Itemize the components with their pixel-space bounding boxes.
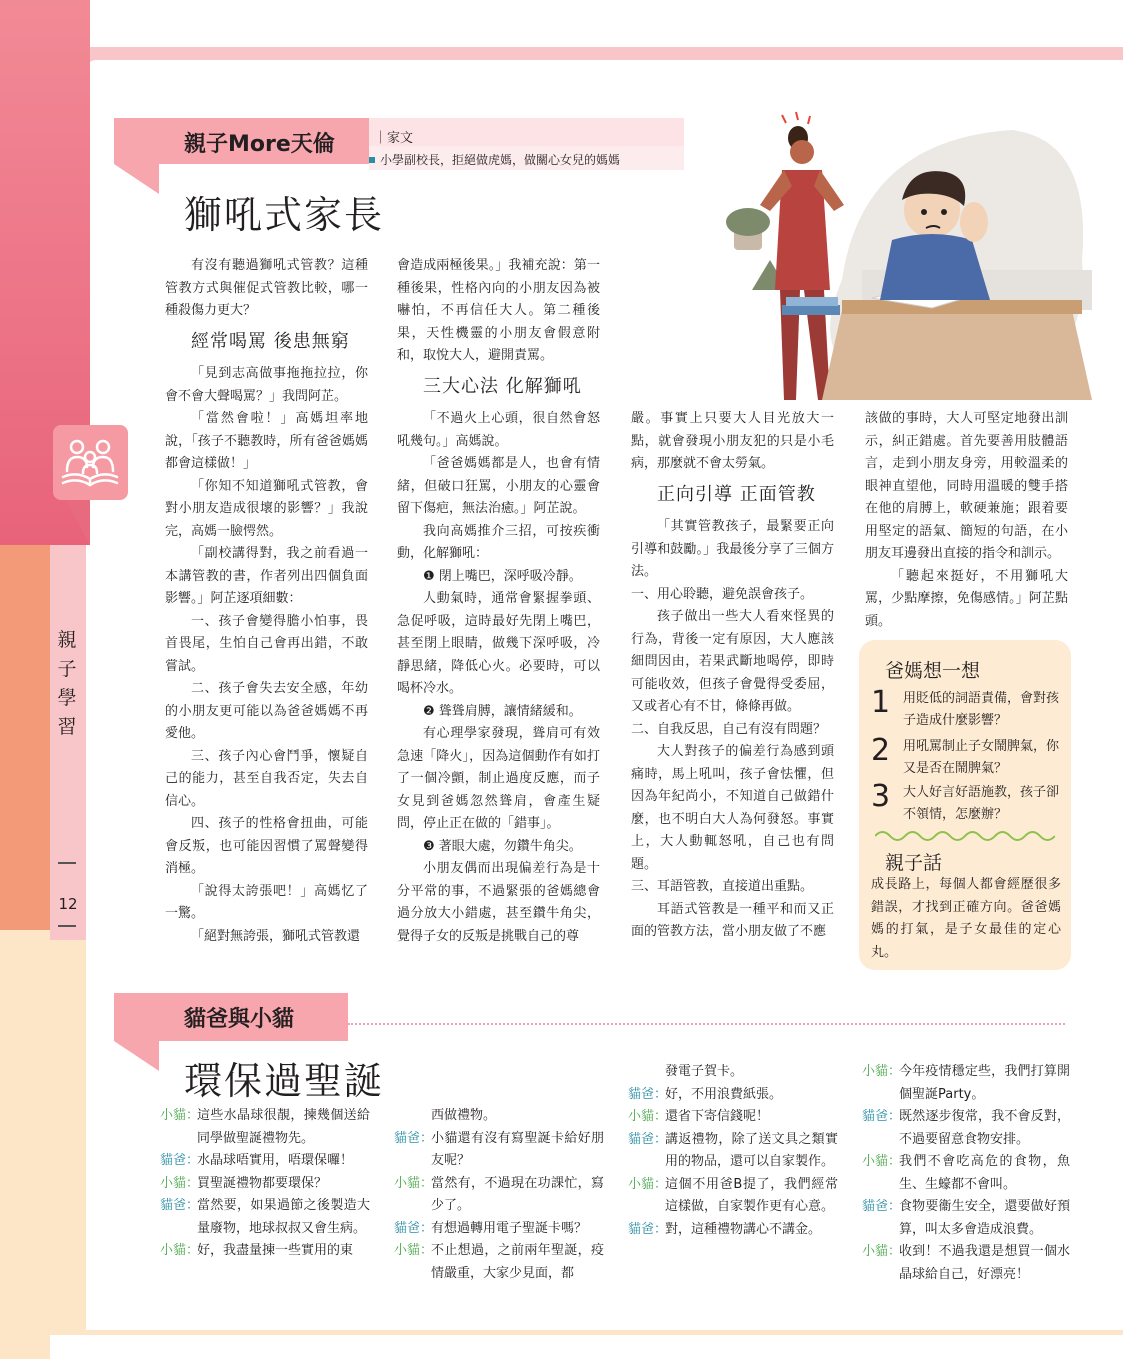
speaker-dad: 貓爸：	[862, 1199, 902, 1214]
dialogue-column-3	[628, 1061, 838, 1241]
sidebar-section-title	[57, 626, 77, 742]
paragraph: 一、孩子會變得膽小怕事，畏首畏尾，生怕自己會再出錯，不敢嘗試。	[165, 613, 368, 674]
dialogue-continuation: 西做禮物。	[431, 1108, 497, 1123]
speaker-kid: 小貓：	[862, 1154, 902, 1169]
think-item	[871, 779, 1061, 826]
sidebar-title-char: 學	[57, 687, 77, 709]
think-item	[871, 685, 1061, 732]
paragraph: 一、用心聆聽，避免誤會孩子。	[631, 586, 814, 602]
dialogue-text: 不止想過，之前兩年聖誕，疫情嚴重，大家少見面，都	[431, 1243, 604, 1281]
dialogue-text: 既然逐步復常，我不會反對，不過要留意食物安排。	[899, 1109, 1070, 1147]
dialogue-column-4	[862, 1061, 1070, 1286]
item-number: 2	[871, 733, 891, 768]
paragraph: 人動氣時，通常會緊握拳頭、急促呼吸，這時最好先閉上嘴巴，甚至閉上眼睛，做幾下深呼吸，冷靜思緒，降低心火。必要時，可以喝杯冷水。	[397, 591, 600, 696]
byline: ｜家文	[374, 131, 414, 146]
sidebar-title-char: 習	[57, 716, 77, 738]
byline-desc-text: 小學副校長，拒絕做虎媽，做關心女兒的媽媽	[380, 153, 621, 167]
paragraph: 有心理學家發現，聳肩可有效急速「降火」，因為這個動作有如打了一個冷顫，制止過度反應，而子女見到爸媽忽然聳肩，會產生疑問，停止正在做的「錯事」。	[397, 726, 600, 831]
dialogue-line	[160, 1195, 370, 1240]
speaker-kid: 小貓：	[160, 1175, 200, 1191]
dialogue-text: 我們不會吃高危的食物，魚生、生蠔都不會叫。	[899, 1154, 1070, 1192]
speaker-kid: 小貓：	[862, 1244, 902, 1259]
paragraph: 耳語式管教是一種平和而又正面的管教方法，當小朋友做了不應	[631, 901, 834, 939]
paragraph: 「副校講得對，我之前看過一本講管教的書，作者列出四個負面影響。」阿芷逐項細數：	[165, 546, 368, 606]
dialogue-text: 好，不用浪費紙張。	[665, 1086, 783, 1102]
item-text: 用貶低的詞語責備，會對孩子造成什麼影響？	[903, 691, 1060, 728]
think-item	[871, 733, 1061, 780]
left-edge-band-lower	[0, 930, 50, 1359]
dialogue-line	[394, 1173, 604, 1218]
dialogue-line	[628, 1106, 838, 1129]
sidebar-title-char: 子	[57, 658, 77, 680]
top-margin	[50, 0, 1123, 47]
paragraph: 我向高媽推介三招，可按疾衝動，化解獅吼：	[397, 523, 600, 561]
speaker-dad: 貓爸：	[628, 1221, 668, 1237]
dialogue-line	[628, 1174, 838, 1219]
column-name: 貓爸與小貓	[184, 1007, 295, 1032]
page-number: 12	[58, 895, 78, 913]
article-title: 獅吼式家長	[184, 193, 385, 237]
dialogue-text: 還省下寄信錢呢！	[665, 1109, 770, 1124]
speaker-dad: 貓爸：	[394, 1220, 434, 1236]
speaker-dad: 貓爸：	[160, 1198, 200, 1213]
paragraph: 「當然會啦！」高媽坦率地說，「孩子不聽教時，所有爸爸媽媽都會這樣做！」	[165, 411, 368, 471]
paragraph: 「你知不知道獅吼式管教，會對小朋友造成很壞的影響？」我說完，高媽一臉愕然。	[165, 478, 368, 539]
speaker-kid: 小貓：	[628, 1176, 668, 1192]
dialogue-text: 今年疫情穩定些，我們打算開個聖誕Party。	[899, 1064, 1070, 1102]
dialogue-text: 當然有，不過現在功課忙，寫少了。	[431, 1175, 604, 1213]
dialogue-line	[628, 1219, 838, 1242]
paragraph: 「見到志高做事拖拖拉拉，你會不會大聲喝罵？」我問阿芷。	[165, 366, 368, 404]
dialogue-line	[160, 1173, 370, 1196]
paragraph: 大人對孩子的偏差行為感到頭痛時，馬上吼叫，孩子會怯懼，但因為年紀尚小，不知道自己做錯什麼，也不明白大人為何發怒。事實上，大人動輒怒吼，自己也有問題。	[631, 744, 834, 872]
dialogue-text: 當然要，如果過節之後製造大量廢物，地球叔叔又會生病。	[197, 1198, 370, 1236]
speaker-dad: 貓爸：	[160, 1153, 200, 1168]
article1-column-1	[165, 255, 368, 948]
talk-text: 成長路上，每個人都會經歷很多錯誤，才找到正確方向。爸爸媽媽的打氣，是子女最佳的定心丸。	[871, 877, 1061, 960]
dialogue-line	[394, 1218, 604, 1241]
item-number: 1	[871, 685, 891, 720]
subheading: 正向引導 正面管教	[657, 483, 816, 505]
dialogue-text: 講返禮物，除了送文具之類實用的物品，還可以自家製作。	[665, 1131, 838, 1169]
page-number-rule	[58, 925, 76, 927]
dialogue-line	[862, 1061, 1070, 1106]
dialogue-text: 有想過轉用電子聖誕卡嗎？	[431, 1220, 588, 1236]
tip-heading: ❷ 聳聳肩膊，讓情緒緩和。	[423, 703, 582, 719]
column-name: 親子More天倫	[184, 132, 335, 157]
paragraph: 二、自我反思，自己有沒有問題？	[631, 721, 827, 737]
speaker-dad: 貓爸：	[628, 1131, 668, 1147]
dialogue-text: 這個不用爸B提了，我們經常這樣做，自家製作更有心意。	[665, 1176, 838, 1214]
paragraph: 「聽起來挺好，不用獅吼大罵，少點摩擦，免傷感情。」阿芷點頭。	[865, 568, 1068, 629]
dialogue-text: 收到！不過我還是想買一個水晶球給自己，好漂亮！	[899, 1244, 1070, 1282]
bullet-icon	[369, 157, 375, 163]
paragraph: 「不過火上心頭，很自然會怒吼幾句。」高媽說。	[397, 411, 600, 449]
paragraph: 孩子做出一些大人看來怪異的行為，背後一定有原因，大人應該細問因由，若果武斷地喝停，即時可能收效，但孩子會覺得受委屈，又或者心有不甘，條條再做。	[631, 609, 834, 714]
parent-child-illustration	[712, 110, 1112, 400]
paragraph: 三、孩子內心會鬥爭，懷疑自己的能力，甚至自我否定，失去自信心。	[165, 748, 368, 809]
article1-column-2	[397, 255, 600, 948]
dialogue-line	[862, 1241, 1070, 1286]
speaker-dad: 貓爸：	[628, 1086, 668, 1102]
header-dotted-rule	[348, 1023, 1065, 1025]
speaker-dad: 貓爸：	[862, 1109, 902, 1124]
paragraph: 三、耳語管教，直接道出重點。	[631, 879, 814, 894]
paragraph: 「其實管教孩子，最緊要正向引導和鼓勵。」我最後分享了三個方法。	[631, 519, 834, 579]
paragraph: 四、孩子的性格會扭曲，可能會反叛，也可能因習慣了罵聲變得消極。	[165, 816, 368, 876]
wavy-divider	[875, 826, 1055, 845]
dialogue-text: 對，這種禮物講心不講金。	[665, 1221, 822, 1237]
sidebar-title-char: 親	[57, 629, 77, 651]
paragraph: 會造成兩極後果。」我補充說：第一種後果，性格內向的小朋友因為被嚇怕，不再信任大人。第二種後果，天性機靈的小朋友會假意附和，取悅大人，避開責罵。	[397, 258, 600, 363]
paragraph: 嚴。事實上只要大人目光放大一點，就會發現小朋友犯的只是小毛病，那麼就不會太勞氣。	[631, 411, 834, 471]
article-title: 環保過聖誕	[184, 1059, 385, 1103]
item-text: 用吼罵制止子女鬧脾氣，你又是否在鬧脾氣？	[903, 739, 1060, 776]
dialogue-text: 水晶球唔實用，唔環保囉！	[197, 1153, 354, 1168]
dialogue-text: 好，我盡量揀一些實用的東	[197, 1243, 354, 1258]
article1-column-3	[631, 408, 834, 944]
dialogue-text: 買聖誕禮物都要環保？	[197, 1175, 328, 1191]
byline-band	[369, 118, 684, 146]
page-number-rule	[58, 862, 76, 864]
family-reading-icon	[53, 425, 128, 500]
talk-title: 親子話	[885, 852, 943, 874]
dialogue-line	[394, 1240, 604, 1285]
dialogue-text: 小貓還有沒有寫聖誕卡給好朋友呢？	[431, 1130, 604, 1168]
dialogue-continuation: 發電子賀卡。	[665, 1064, 744, 1079]
paragraph: 二、孩子會失去安全感，年幼的小朋友更可能以為爸爸媽媽不再愛他。	[165, 681, 368, 741]
dialogue-line	[862, 1196, 1070, 1241]
dialogue-column-1	[160, 1105, 370, 1263]
dialogue-text: 這些水晶球很靚，揀幾個送給同學做聖誕禮物先。	[197, 1108, 370, 1146]
tip-heading: ❸ 著眼大處，勿鑽牛角尖。	[423, 838, 582, 854]
dialogue-line	[160, 1240, 370, 1263]
speaker-kid: 小貓：	[628, 1109, 668, 1124]
paragraph: 「爸爸媽媽都是人，也會有情緒，但破口狂罵，小朋友的心靈會留下傷疤，無法治癒。」阿芷說。	[397, 456, 600, 516]
parents-think-box	[859, 640, 1071, 970]
paragraph: 「絕對無誇張，獅吼式管教還	[191, 928, 361, 944]
subheading: 經常喝罵 後患無窮	[191, 330, 350, 352]
dialogue-line	[862, 1151, 1070, 1196]
dialogue-line	[394, 1128, 604, 1173]
speaker-dad: 貓爸：	[394, 1130, 434, 1146]
paragraph: 小朋友偶而出現偏差行為是十分平常的事，不過緊張的爸媽總會過分放大小錯處，甚至鑽牛角尖，覺得子女的反叛是挑戰自己的尊	[397, 861, 600, 944]
item-text: 大人好言好語施教，孩子卻不領情，怎麼辦？	[903, 785, 1060, 822]
dialogue-line	[628, 1129, 838, 1174]
dialogue-line	[628, 1084, 838, 1107]
dialogue-text: 食物要衞生安全，還要做好預算，叫太多會造成浪費。	[899, 1199, 1070, 1237]
byline-description	[369, 151, 620, 168]
article1-column-4	[865, 408, 1068, 633]
dialogue-line	[862, 1106, 1070, 1151]
item-number: 3	[871, 779, 891, 814]
speaker-kid: 小貓：	[160, 1243, 200, 1258]
paragraph: 有沒有聽過獅吼式管教？這種管教方式與催促式管教比較，哪一種殺傷力更大？	[165, 258, 368, 318]
speaker-kid: 小貓：	[394, 1243, 434, 1258]
header-tip	[114, 164, 159, 194]
dialogue-column-2	[394, 1105, 604, 1285]
dialogue-line	[160, 1105, 370, 1150]
header-tip	[114, 1041, 159, 1071]
speaker-kid: 小貓：	[862, 1064, 902, 1079]
paragraph: 該做的事時，大人可堅定地發出訓示，糾正錯處。首先要善用肢體語言，走到小朋友身旁，用較溫柔的眼神直望他，同時用溫暖的雙手搭在他的肩膊上，軟硬兼施；跟着要用堅定的語氣、簡短的句語，在小朋友耳邊發出直接的指令和訓示。	[865, 411, 1068, 561]
tip-heading: ❶ 閉上嘴巴，深呼吸冷靜。	[423, 568, 582, 584]
speaker-kid: 小貓：	[394, 1175, 434, 1191]
speaker-kid: 小貓：	[160, 1108, 200, 1123]
paragraph: 「說得太誇張吧！」高媽忆了一驚。	[165, 883, 368, 921]
subheading: 三大心法 化解獅吼	[423, 375, 582, 397]
dialogue-line	[160, 1150, 370, 1173]
think-box-title: 爸媽想一想	[885, 660, 981, 682]
